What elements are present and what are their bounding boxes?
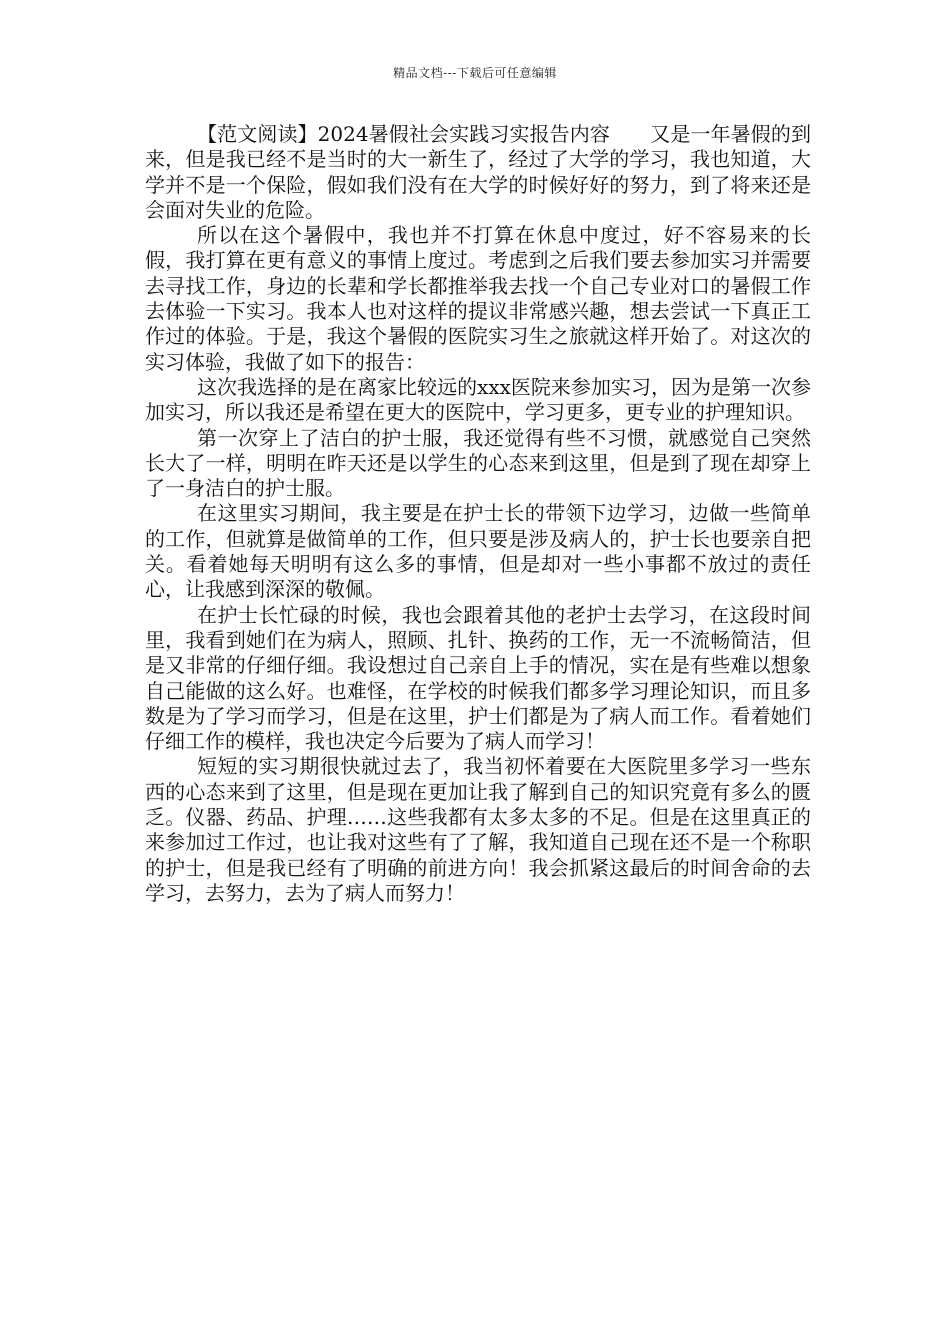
paragraph-2: 所以在这个暑假中，我也并不打算在休息中度过，好不容易来的长假，我打算在更有意义的事情上度过。考虑到之后我们要去参加实习并需要去寻找工作，身边的长辈和学长都推举我去找一个自己专业对口的暑假工作去体验一下实习。我本人也对这样的提议非常感兴趣，想去尝试一下真正工作过的体验。于是，我这个暑假的医院实习生之旅就这样开始了。对这次的实习体验，我做了如下的报告：: [145, 223, 811, 374]
paragraph-5: 在这里实习期间，我主要是在护士长的带领下边学习，边做一些简单的工作，但就算是做简单的工作，但只要是涉及病人的，护士长也要亲自把关。看着她每天明明有这么多的事情，但是却对一些小事都不放过的责任心，让我感到深深的敬佩。: [145, 501, 811, 602]
paragraph-3: 这次我选择的是在离家比较远的xxx医院来参加实习，因为是第一次参加实习，所以我还是希望在更大的医院中，学习更多，更专业的护理知识。: [145, 374, 811, 425]
running-header: 精品文档---下载后可任意编辑: [393, 66, 557, 80]
paragraph-4: 第一次穿上了洁白的护士服，我还觉得有些不习惯，就感觉自己突然长大了一样，明明在昨天还是以学生的心态来到这里，但是到了现在却穿上了一身洁白的护士服。: [145, 425, 811, 501]
paragraph-6: 在护士长忙碌的时候，我也会跟着其他的老护士去学习，在这段时间里，我看到她们在为病人，照顾、扎针、换药的工作，无一不流畅简洁，但是又非常的仔细仔细。我设想过自己亲自上手的情况，实在是有些难以想象自己能做的这么好。也难怪，在学校的时候我们都多学习理论知识，而且多数是为了学习而学习，但是在这里，护士们都是为了病人而工作。看着她们仔细工作的模样，我也决定今后要为了病人而学习！: [145, 602, 811, 754]
paragraph-7: 短短的实习期很快就过去了，我当初怀着要在大医院里多学习一些东西的心态来到了这里，但是现在更加让我了解到自己的知识究竟有多么的匮乏。仪器、药品、护理……这些我都有太多太多的不足。但是在这里真正的来参加过工作过，也让我对这些有了了解，我知道自己现在还不是一个称职的护士，但是我已经有了明确的前进方向！我会抓紧这最后的时间舍命的去学习，去努力，去为了病人而努力！: [145, 754, 811, 905]
document-body: [145, 122, 811, 906]
paragraph-1: 【范文阅读】2024暑假社会实践习实报告内容 又是一年暑假的到来，但是我已经不是当时的大一新生了，经过了大学的学习，我也知道，大学并不是一个保险，假如我们没有在大学的时候好好的努力，到了将来还是会面对失业的危险。: [145, 122, 811, 222]
